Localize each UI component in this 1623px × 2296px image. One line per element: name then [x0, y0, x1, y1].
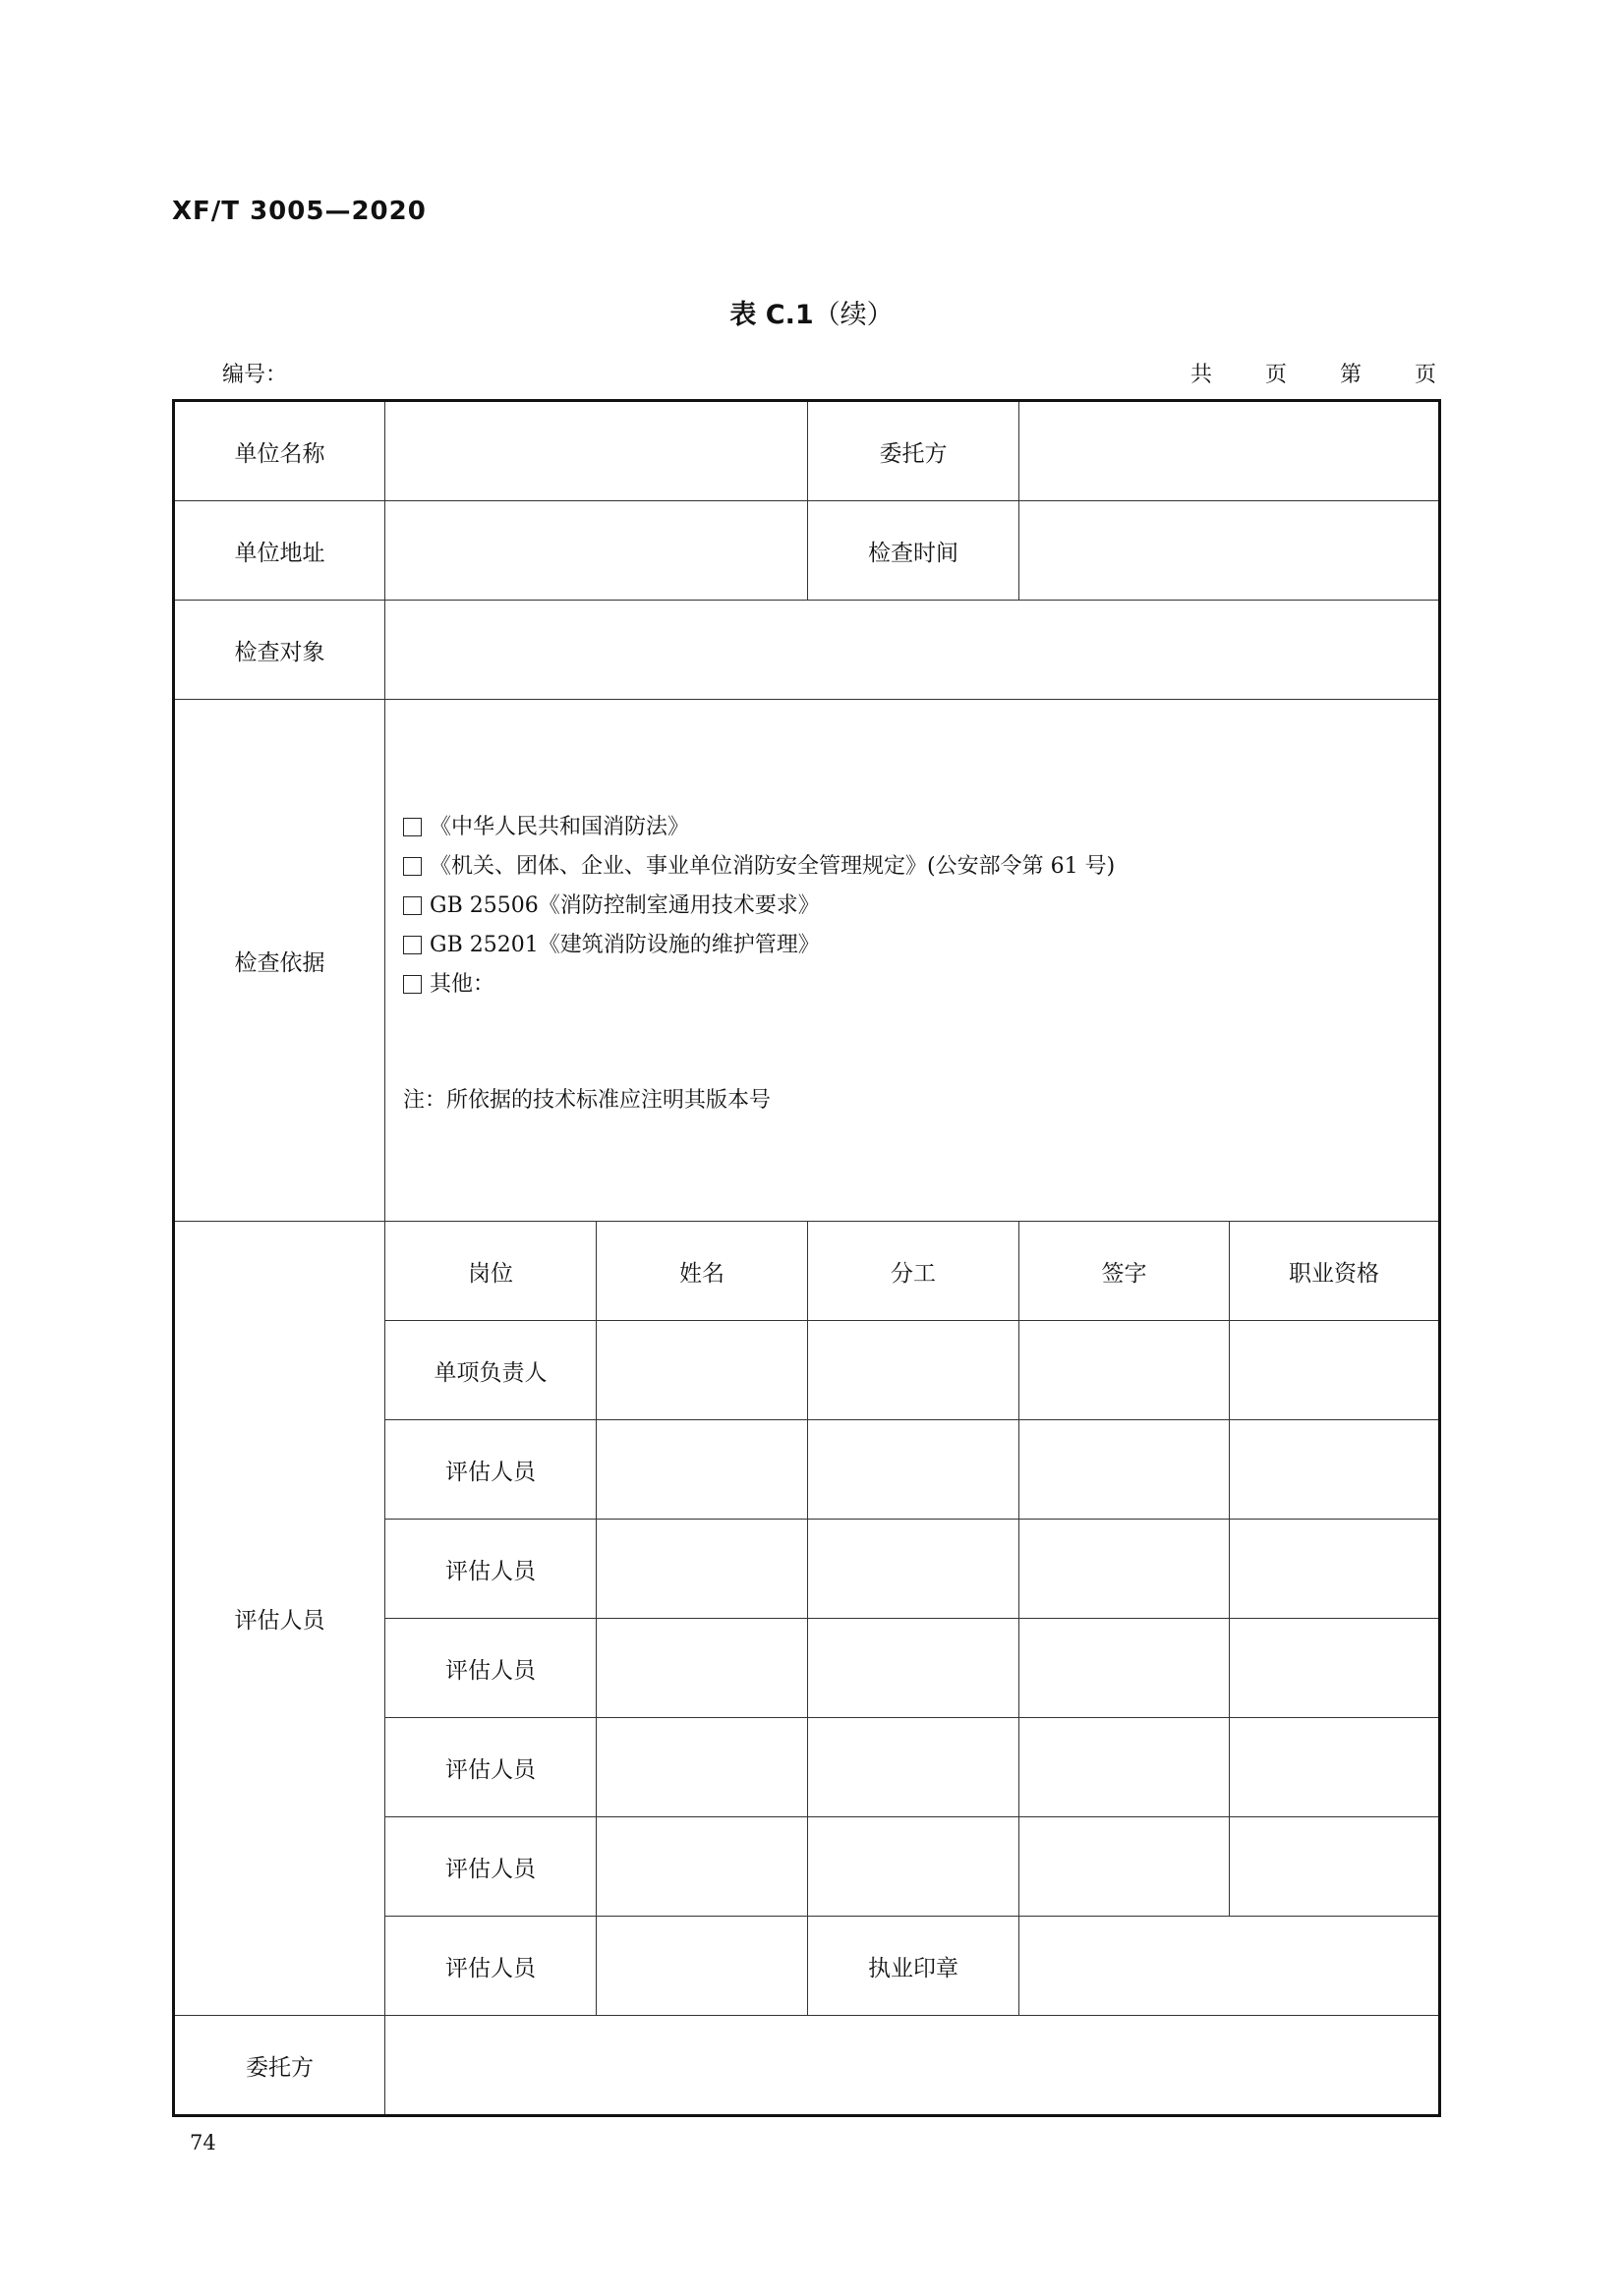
- inspection-object-label: 检查对象: [174, 601, 385, 700]
- inspection-object-field[interactable]: [385, 601, 1440, 700]
- assessors-label: 评估人员: [174, 1222, 385, 2016]
- column-header-qualification: 职业资格: [1230, 1222, 1440, 1321]
- checkbox-gb25201[interactable]: [403, 936, 422, 954]
- row-unit-name: [174, 401, 1440, 501]
- column-header-name: 姓名: [597, 1222, 808, 1321]
- table-title: [0, 293, 1623, 331]
- basis-item-gb25506: [403, 887, 1438, 926]
- basis-text-fire-law: 《中华人民共和国消防法》: [430, 814, 690, 839]
- checkbox-safety-regulation[interactable]: [403, 857, 422, 876]
- inspection-basis-label: 检查依据: [174, 700, 385, 1222]
- column-header-position: 岗位: [385, 1222, 597, 1321]
- standard-code: XF/T 3005—2020: [172, 197, 427, 226]
- column-header-duty: 分工: [808, 1222, 1019, 1321]
- assessor-duty-cell[interactable]: [808, 1619, 1019, 1718]
- basis-text-gb25506: GB 25506《消防控制室通用技术要求》: [430, 892, 820, 918]
- basis-list: [403, 808, 1438, 1004]
- assessor-duty-cell[interactable]: [808, 1718, 1019, 1817]
- assessor-qualification-cell[interactable]: [1230, 1817, 1440, 1917]
- assessor-qualification-cell[interactable]: [1230, 1718, 1440, 1817]
- page-count: [1188, 358, 1438, 388]
- client-field[interactable]: [1019, 401, 1440, 501]
- assessor-name-cell[interactable]: [597, 1718, 808, 1817]
- assessor-role: 评估人员: [385, 1520, 597, 1619]
- row-inspection-basis: [174, 700, 1440, 1222]
- assessor-role: 单项负责人: [385, 1321, 597, 1420]
- serial-number-label: 编号：: [222, 363, 288, 387]
- unit-name-field[interactable]: [385, 401, 808, 501]
- assessor-signature-cell[interactable]: [1019, 1321, 1230, 1420]
- basis-item-fire-law: [403, 808, 1438, 847]
- assessor-signature-cell[interactable]: [1019, 1520, 1230, 1619]
- seal-field[interactable]: [1019, 1917, 1440, 2016]
- page-count-total: 共: [1189, 363, 1212, 387]
- assessor-duty-cell[interactable]: [808, 1420, 1019, 1520]
- basis-item-other: [403, 965, 1438, 1004]
- row-unit-address: [174, 501, 1440, 601]
- basis-text-other: 其他：: [430, 971, 495, 997]
- checkbox-fire-law[interactable]: [403, 818, 422, 836]
- client-label: 委托方: [808, 401, 1019, 501]
- assessor-duty-cell[interactable]: [808, 1520, 1019, 1619]
- assessor-name-cell[interactable]: [597, 1321, 808, 1420]
- assessor-role: 评估人员: [385, 1917, 597, 2016]
- assessor-role: 评估人员: [385, 1619, 597, 1718]
- assessor-name-cell[interactable]: [597, 1619, 808, 1718]
- client-footer-label: 委托方: [174, 2016, 385, 2116]
- column-header-signature: 签字: [1019, 1222, 1230, 1321]
- table-title-suffix: （续）: [813, 300, 894, 330]
- unit-name-label: 单位名称: [174, 401, 385, 501]
- assessor-name-cell[interactable]: [597, 1817, 808, 1917]
- inspection-time-label: 检查时间: [808, 501, 1019, 601]
- assessor-name-cell[interactable]: [597, 1420, 808, 1520]
- inspection-time-field[interactable]: [1019, 501, 1440, 601]
- page-number: 74: [190, 2131, 216, 2154]
- unit-address-label: 单位地址: [174, 501, 385, 601]
- assessor-duty-cell[interactable]: [808, 1817, 1019, 1917]
- assessor-qualification-cell[interactable]: [1230, 1321, 1440, 1420]
- assessor-role: 评估人员: [385, 1420, 597, 1520]
- page-count-total-unit: 页: [1264, 363, 1287, 387]
- assessor-signature-cell[interactable]: [1019, 1718, 1230, 1817]
- assessor-duty-cell[interactable]: [808, 1321, 1019, 1420]
- unit-address-field[interactable]: [385, 501, 808, 601]
- page-count-current-unit: 页: [1414, 363, 1436, 387]
- assessor-qualification-cell[interactable]: [1230, 1520, 1440, 1619]
- basis-note: 注：所依据的技术标准应注明其版本号: [403, 1087, 772, 1113]
- row-client-footer: [174, 2016, 1440, 2116]
- assessor-qualification-cell[interactable]: [1230, 1619, 1440, 1718]
- assessor-role: 评估人员: [385, 1718, 597, 1817]
- row-inspection-object: [174, 601, 1440, 700]
- assessor-qualification-cell[interactable]: [1230, 1420, 1440, 1520]
- inspection-form-table: [172, 399, 1441, 2117]
- page-count-current: 第: [1339, 363, 1362, 387]
- assessor-name-cell[interactable]: [597, 1917, 808, 2016]
- assessor-signature-cell[interactable]: [1019, 1420, 1230, 1520]
- checkbox-other[interactable]: [403, 975, 422, 994]
- basis-item-safety-regulation: [403, 847, 1438, 887]
- seal-label: 执业印章: [808, 1917, 1019, 2016]
- basis-text-safety-regulation: 《机关、团体、企业、事业单位消防安全管理规定》(公安部令第 61 号): [430, 853, 1116, 879]
- checkbox-gb25506[interactable]: [403, 896, 422, 915]
- row-assessor-header: [174, 1222, 1440, 1321]
- assessor-name-cell[interactable]: [597, 1520, 808, 1619]
- basis-text-gb25201: GB 25201《建筑消防设施的维护管理》: [430, 932, 820, 957]
- basis-item-gb25201: [403, 926, 1438, 965]
- inspection-basis-content: [385, 700, 1440, 1222]
- table-title-number: 表 C.1: [729, 300, 814, 330]
- assessor-role: 评估人员: [385, 1817, 597, 1917]
- client-footer-field[interactable]: [385, 2016, 1440, 2116]
- assessor-signature-cell[interactable]: [1019, 1817, 1230, 1917]
- assessor-signature-cell[interactable]: [1019, 1619, 1230, 1718]
